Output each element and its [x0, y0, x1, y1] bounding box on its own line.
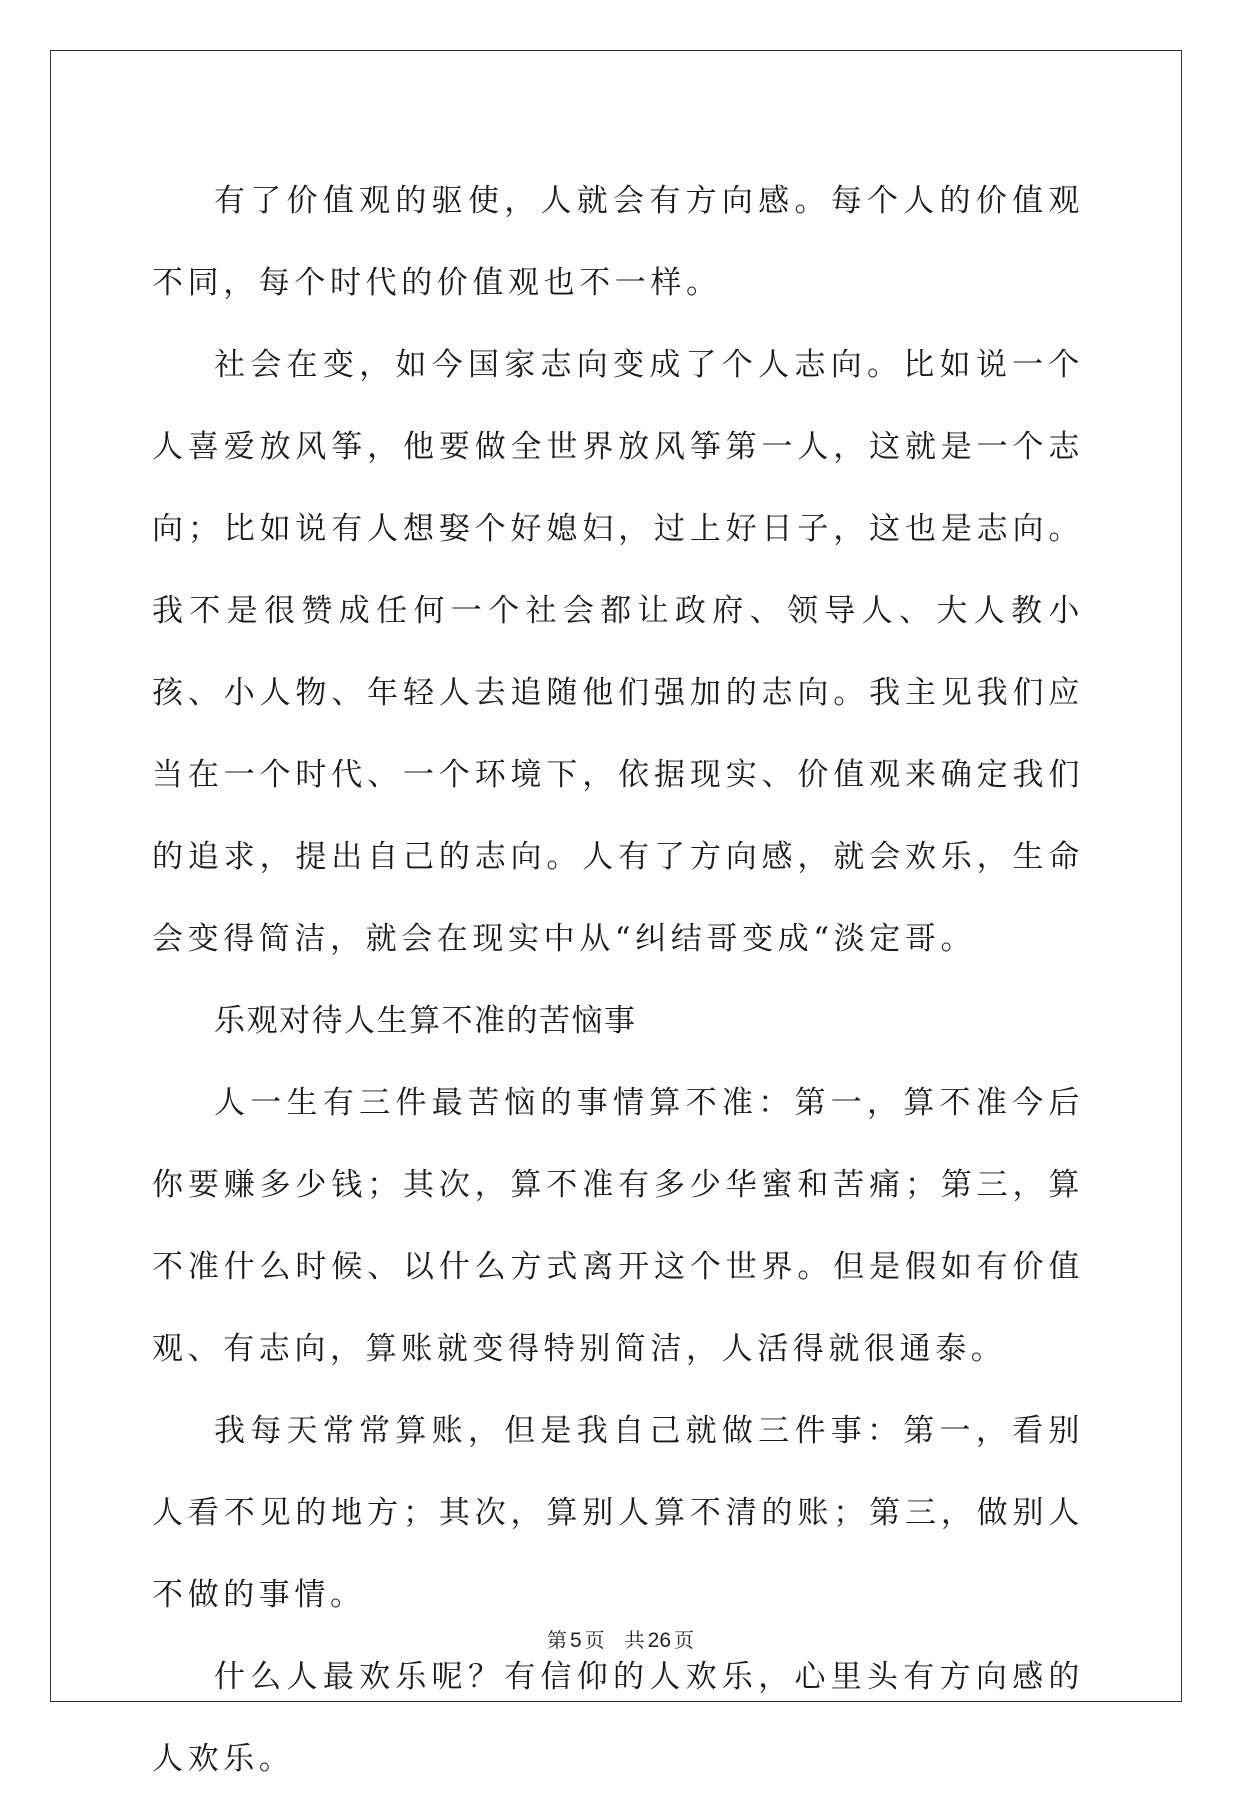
section-heading: 乐观对待人生算不准的苦恼事	[214, 1003, 637, 1039]
paragraph-5: 什么人最欢乐呢？有信仰的人欢乐，心里头有方向感的人欢乐。	[152, 1659, 1084, 1777]
total-pages: 26	[647, 1629, 672, 1652]
page-suffix: 页	[584, 1628, 605, 1652]
page-number: 5	[569, 1629, 582, 1652]
paragraph-2: 社会在变，如今国家志向变成了个人志向。比如说一个人喜爱放风筝，他要做全世界放风筝第一人，这就是一个志向；比如说有人想娶个好媳妇，过上好日子，这也是志向。我不是很赞成任何一个社会都让政府、领导人、大人教小孩、小人物、年轻人去追随他们强加的志向。我主见我们应当在一个时代、一个环境下，依据现实、价值观来确定我们的追求，提出自己的志向。人有了方向感，就会欢乐，生命会变得简洁，就会在现实中从“纠结哥变成“淡定哥。	[152, 347, 1084, 957]
paragraph-4: 我每天常常算账，但是我自己就做三件事：第一，看别人看不见的地方；其次，算别人算不清的账；第三，做别人不做的事情。	[152, 1413, 1084, 1613]
page-prefix: 第	[546, 1628, 567, 1652]
page-footer	[0, 1624, 1241, 1653]
total-suffix: 页	[674, 1628, 695, 1652]
document-body	[152, 160, 1084, 1800]
paragraph-3: 人一生有三件最苦恼的事情算不准：第一，算不准今后你要赚多少钱；其次，算不准有多少华蜜和苦痛；第三，算不准什么时候、以什么方式离开这个世界。但是假如有价值观、有志向，算账就变得特别简洁，人活得就很通泰。	[152, 1085, 1084, 1367]
paragraph-1: 有了价值观的驱使，人就会有方向感。每个人的价值观不同，每个时代的价值观也不一样。	[152, 183, 1084, 301]
total-prefix: 共	[624, 1628, 645, 1652]
